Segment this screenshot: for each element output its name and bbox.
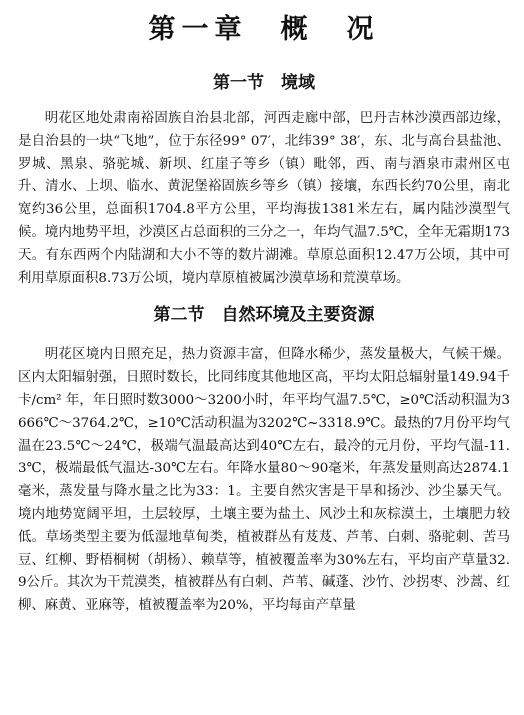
section-title-territory: 第一节 境域 bbox=[213, 73, 315, 93]
section-title-environment: 第二节 自然环境及主要资源 bbox=[153, 305, 375, 326]
section-paragraph-environment: 明花区境内日照充足，热力资源丰富，但降水稀少，蒸发量极大，气候干燥。区内太阳辐射强，日照时数长，比同纬度其他地区高，平均太阳总辐射量149.94千卡/cm² 年，年日照时数3000～3200小时，年平均气温7.5℃，≥0℃活动积温为3666℃～3764.2℃，≥10℃活动积温为3202℃~3318.9℃。最热的7月份平均气温在23.5℃～24℃，极端气温最高达到40℃左右，最冷的元月份，平均气温-11.3℃，极端最低气温达-30℃左右。年降水量80～90毫米，年蒸发量则高达2874.1毫米，蒸发量与降水量之比为33：1。主要自然灾害是干旱和扬沙、沙尘暴天气。境内地势宽阔平坦，土层较厚，土壤主要为盐土、风沙土和灰棕漠土，土壤肥力较低。草场类型主要为低湿地草甸类，植被群丛有芨芨、芦苇、白刺、骆驼刺、苦马豆、红柳、野梧桐树（胡杨）、赖草等，植被覆盖率为30%左右，平均亩产草量32.9公斤。其次为干荒漠类，植被群丛有白刺、芦苇、碱蓬、沙竹、沙拐枣、沙蒿、红柳、麻黄、亚麻等，植被覆盖率为20%，平均每亩产草量 bbox=[18, 347, 510, 614]
chapter-title: 第一章 概 况 bbox=[148, 14, 380, 45]
section-paragraph-territory: 明花区地处肃南裕固族自治县北部，河西走廊中部，巴丹吉林沙漠西部边缘，是自治县的一块“飞地”，位于东径99° 07′，北纬39° 38′，东、北与高台县盐池、罗城、黑泉、骆驼城、新坝、红崖子等乡（镇）毗邻，西、南与酒泉市肃州区屯升、清水、上坝、临水、黄泥堡裕固族乡等乡（镇）接壤，东西长约70公里，南北宽约36公里，总面积1704.8平方公里，平均海拔1381米左右，属内陆沙漠型气候。境内地势平坦，沙漠区占总面积的三分之一，年均气温7.5℃，全年无霜期173天。有东西两个内陆湖和大小不等的数片湖滩。草原总面积12.47万公顷，其中可利用草原面积8.73万公顷，境内草原植被属沙漠草场和荒漠草场。 bbox=[18, 111, 510, 286]
